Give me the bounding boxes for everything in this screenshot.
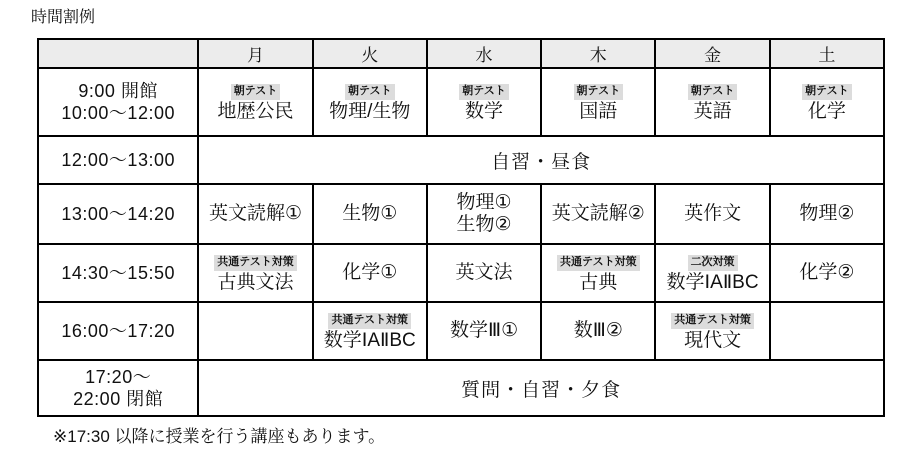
class-cell <box>198 184 312 244</box>
subject-label: 化学 <box>807 100 846 122</box>
class-cell <box>541 184 655 244</box>
badge-row <box>316 310 424 330</box>
time-line: 17:20〜 <box>85 366 152 387</box>
badge-row <box>201 81 309 101</box>
subject-label: 英文読解② <box>551 203 645 225</box>
time-line: 22:00 閉館 <box>73 389 164 409</box>
course-badge: 朝テスト <box>231 84 281 100</box>
time-cell <box>38 302 198 360</box>
class-cell <box>427 68 541 136</box>
day-header-0: 月 <box>198 39 312 68</box>
time-cell <box>38 360 198 416</box>
class-cell <box>770 244 884 302</box>
course-badge: 朝テスト <box>688 84 738 100</box>
subject-label: 生物② <box>456 214 512 235</box>
time-cell <box>38 184 198 244</box>
subject-label: 英語 <box>693 100 732 122</box>
class-cell <box>427 184 541 244</box>
subject-label: 数学 <box>465 100 504 122</box>
class-cell <box>313 68 427 136</box>
time-cell <box>38 68 198 136</box>
class-cell <box>541 244 655 302</box>
class-cell <box>198 244 312 302</box>
badge-row <box>658 252 766 272</box>
course-badge: 朝テスト <box>802 84 852 100</box>
badge-row <box>316 81 424 101</box>
subject-label: 物理② <box>799 203 855 225</box>
time-line: 12:00〜13:00 <box>61 149 175 170</box>
class-cell <box>198 302 312 360</box>
class-cell <box>770 68 884 136</box>
badge-row <box>658 310 766 330</box>
class-cell <box>313 244 427 302</box>
subject-label: 英文法 <box>455 262 513 284</box>
course-badge: 朝テスト <box>459 84 509 100</box>
class-cell <box>770 302 884 360</box>
subject-label: 国語 <box>579 100 618 122</box>
subject-label: 古典文法 <box>217 271 294 293</box>
badge-row <box>544 81 652 101</box>
subject-label: 英文読解① <box>208 203 303 225</box>
day-header-5: 土 <box>770 39 884 68</box>
course-badge: 朝テスト <box>345 84 395 100</box>
time-line: 16:00〜17:20 <box>61 320 175 341</box>
subject-label: 数学ⅠAⅡBC <box>323 329 416 351</box>
day-header-1: 火 <box>313 39 427 68</box>
footnote: ※17:30 以降に授業を行う講座もあります。 <box>53 427 386 446</box>
corner-cell <box>38 39 198 68</box>
subject-label: 数学ⅠAⅡBC <box>666 271 759 293</box>
day-header-2: 水 <box>427 39 541 68</box>
time-line: 14:30〜15:50 <box>61 262 175 283</box>
page-title: 時間割例 <box>31 9 96 26</box>
course-badge: 共通テスト対策 <box>671 313 754 329</box>
subject-label: 英作文 <box>684 203 742 225</box>
class-cell <box>655 68 769 136</box>
class-cell <box>198 68 312 136</box>
class-cell <box>655 244 769 302</box>
day-header-3: 木 <box>541 39 655 68</box>
subject-label: 生物① <box>342 203 398 225</box>
class-cell <box>313 184 427 244</box>
merged-cell: 質問・自習・夕食 <box>198 360 884 416</box>
course-badge: 共通テスト対策 <box>557 255 640 271</box>
day-header-4: 金 <box>655 39 769 68</box>
badge-row <box>658 81 766 101</box>
timetable-row <box>38 302 884 360</box>
subject-label: 化学① <box>342 262 398 284</box>
subject-label: 化学② <box>799 262 855 284</box>
course-badge: 共通テスト対策 <box>328 313 411 329</box>
timetable-row <box>38 184 884 244</box>
course-badge: 共通テスト対策 <box>214 255 297 271</box>
timetable-row <box>38 136 884 184</box>
badge-row <box>544 252 652 272</box>
header-row <box>38 39 884 68</box>
subject-label: 数学Ⅲ① <box>449 320 519 342</box>
subject-label: 数Ⅲ② <box>573 320 623 342</box>
class-cell <box>770 184 884 244</box>
class-cell <box>655 302 769 360</box>
subject-label: 古典 <box>579 271 618 293</box>
timetable-row <box>38 244 884 302</box>
class-cell <box>427 244 541 302</box>
class-cell <box>541 68 655 136</box>
class-cell <box>427 302 541 360</box>
class-cell <box>541 302 655 360</box>
badge-row <box>773 81 881 101</box>
merged-cell: 自習・昼食 <box>198 136 884 184</box>
time-line: 13:00〜14:20 <box>61 203 175 224</box>
subject-label: 地歴公民 <box>217 100 294 122</box>
time-cell <box>38 136 198 184</box>
timetable <box>37 38 885 417</box>
class-cell <box>313 302 427 360</box>
time-cell <box>38 244 198 302</box>
timetable-body <box>38 68 884 416</box>
class-cell <box>655 184 769 244</box>
course-badge: 朝テスト <box>574 84 624 100</box>
badge-row <box>430 81 538 101</box>
subject-label: 物理① <box>456 192 512 214</box>
timetable-row <box>38 68 884 136</box>
subject-label: 物理/生物 <box>329 100 411 122</box>
timetable-row <box>38 360 884 416</box>
course-badge: 二次対策 <box>688 255 738 271</box>
timetable-header <box>38 39 884 68</box>
badge-row <box>201 252 309 272</box>
time-line: 10:00〜12:00 <box>61 103 175 123</box>
time-line: 9:00 開館 <box>78 80 158 101</box>
subject-label: 現代文 <box>684 329 742 351</box>
